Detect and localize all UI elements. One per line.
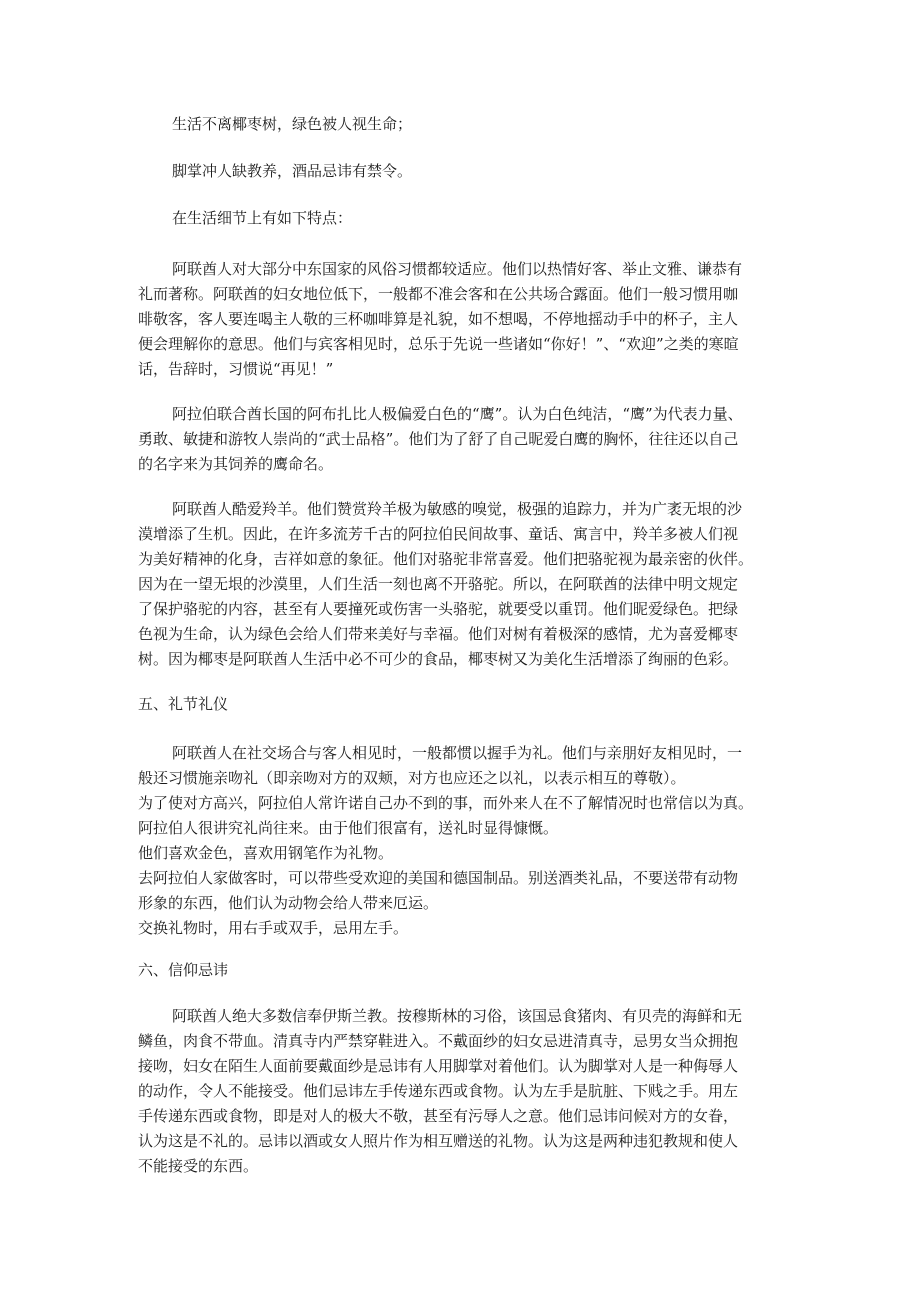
text-line: 话，告辞时，习惯说“再见！” bbox=[138, 360, 334, 378]
text-line: 了保护骆驼的内容，甚至有人要撞死或伤害一头骆驼，就要受以重罚。他们昵爱绿色。把绿 bbox=[138, 600, 739, 618]
text-line: 脚掌冲人缺教养，酒品忌讳有禁令。 bbox=[172, 162, 413, 180]
text-line: 阿拉伯人很讲究礼尚往来。由于他们很富有，送礼时显得慷慨。 bbox=[138, 819, 559, 837]
text-line: 阿联酋人在社交场合与客人相见时，一般都惯以握手为礼。他们与亲朋好友相见时，一 bbox=[172, 744, 743, 762]
text-line: 在生活细节上有如下特点： bbox=[172, 209, 353, 227]
verse-line-2 bbox=[138, 159, 788, 184]
section-heading-etiquette bbox=[138, 692, 788, 717]
verse-line-1 bbox=[138, 112, 788, 137]
text-line: 他们喜欢金色，喜欢用钢笔作为礼物。 bbox=[138, 844, 394, 862]
paragraph-taboos bbox=[138, 1004, 788, 1179]
text-line: 阿联酋人对大部分中东国家的风俗习惯都较适应。他们以热情好客、举止文雅、谦恭有 bbox=[172, 260, 743, 278]
paragraph-antelope bbox=[138, 497, 788, 672]
text-line: 啡敬客，客人要连喝主人敬的三杯咖啡算是礼貌，如不想喝，不停地摇动手中的杯子，主人 bbox=[138, 310, 739, 328]
text-line: 般还习惯施亲吻礼（即亲吻对方的双颊，对方也应还之以礼，以表示相互的尊敬）。 bbox=[138, 769, 686, 787]
intro-line bbox=[138, 206, 788, 231]
text-line: 为美好精神的化身，吉祥如意的象征。他们对骆驼非常喜爱。他们把骆驼视为最亲密的伙伴。 bbox=[138, 550, 754, 568]
text-line: 阿拉伯联合酋长国的阿布扎比人极偏爱白色的“鹰”。认为白色纯洁，“鹰”为代表力量、 bbox=[172, 405, 743, 423]
text-line: 形象的东西，他们认为动物会给人带来厄运。 bbox=[138, 894, 439, 912]
text-line: 为了使对方高兴，阿拉伯人常许诺自己办不到的事，而外来人在不了解情况时也常信以为真。 bbox=[138, 794, 754, 812]
text-line: 接吻，妇女在陌生人面前要戴面纱是忌讳有人用脚掌对着他们。认为脚掌对人是一种侮辱人 bbox=[138, 1057, 739, 1075]
text-line: 礼而著称。阿联酋的妇女地位低下，一般都不准会客和在公共场合露面。他们一般习惯用咖 bbox=[138, 285, 739, 303]
text-line: 去阿拉伯人家做客时，可以带些受欢迎的美国和德国制品。别送酒类礼品，不要送带有动物 bbox=[138, 869, 739, 887]
paragraph-etiquette bbox=[138, 741, 788, 941]
text-line: 手传递东西或食物，即是对人的极大不敬，甚至有污辱人之意。他们忌讳问候对方的女眷， bbox=[138, 1107, 739, 1125]
text-line: 因为在一望无垠的沙漠里，人们生活一刻也离不开骆驼。所以，在阿联酋的法律中明文规定 bbox=[138, 575, 739, 593]
text-line: 便会理解你的意思。他们与宾客相见时，总乐于先说一些诸如“你好！”、“欢迎”之类的寒暄 bbox=[138, 335, 739, 353]
text-line: 的名字来为其饲养的鹰命名。 bbox=[138, 455, 334, 473]
text-line: 树。因为椰枣是阿联酋人生活中必不可少的食品，椰枣树又为美化生活增添了绚丽的色彩。 bbox=[138, 650, 739, 668]
text-line: 鳞鱼，肉食不带血。清真寺内严禁穿鞋进入。不戴面纱的妇女忌进清真寺，忌男女当众拥抱 bbox=[138, 1032, 739, 1050]
text-line: 色视为生命，认为绿色会给人们带来美好与幸福。他们对树有着极深的感情，尤为喜爱椰枣 bbox=[138, 625, 739, 643]
text-line: 的动作，令人不能接受。他们忌讳左手传递东西或食物。认为左手是肮脏、下贱之手。用左 bbox=[138, 1082, 739, 1100]
text-line: 生活不离椰枣树，绿色被人视生命； bbox=[172, 115, 413, 133]
section-heading-taboos bbox=[138, 958, 788, 983]
text-line: 漠增添了生机。因此，在许多流芳千古的阿拉伯民间故事、童话、寓言中，羚羊多被人们视 bbox=[138, 525, 739, 543]
paragraph-customs bbox=[138, 257, 788, 382]
heading-text: 五、礼节礼仪 bbox=[138, 695, 229, 713]
text-line: 认为这是不礼的。忌讳以酒或女人照片作为相互赠送的礼物。认为这是两种违犯教规和使人 bbox=[138, 1132, 739, 1150]
text-line: 阿联酋人绝大多数信奉伊斯兰教。按穆斯林的习俗，该国忌食猪肉、有贝壳的海鲜和无 bbox=[172, 1007, 743, 1025]
text-line: 阿联酋人酷爱羚羊。他们赞赏羚羊极为敏感的嗅觉，极强的追踪力，并为广袤无垠的沙 bbox=[172, 500, 743, 518]
text-line: 勇敢、敏捷和游牧人崇尚的“武士品格”。他们为了舒了自己昵爱白鹰的胸怀，往往还以自己 bbox=[138, 430, 739, 448]
paragraph-eagle bbox=[138, 402, 788, 477]
heading-text: 六、信仰忌讳 bbox=[138, 961, 229, 979]
text-line: 交换礼物时，用右手或双手，忌用左手。 bbox=[138, 919, 409, 937]
text-line: 不能接受的东西。 bbox=[138, 1157, 259, 1175]
